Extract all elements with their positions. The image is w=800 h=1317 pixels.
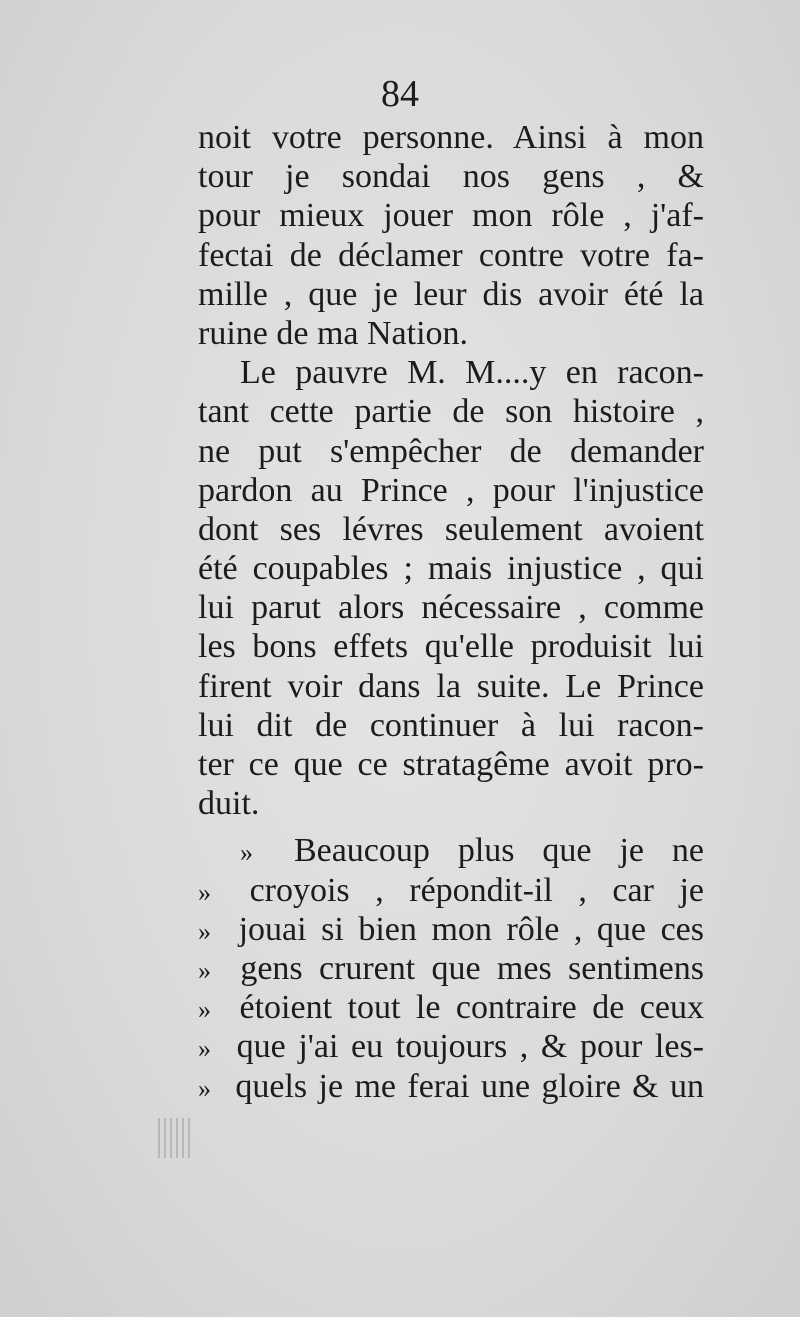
text-line: tant cette partie de son histoire ,: [198, 393, 704, 431]
quoted-line: [198, 1067, 704, 1106]
text-line: les bons effets qu'elle produisit lui: [198, 628, 704, 666]
text-line: duit.: [198, 785, 260, 823]
text-line: dont ses lévres seulement avoient: [198, 510, 704, 548]
text-line: Beaucoup plus que je ne: [293, 832, 704, 870]
quote-mark: »: [198, 1034, 211, 1064]
text-line: quels je me ferai une gloire & un: [235, 1067, 704, 1105]
text-line: ne put s'empêcher de demander: [198, 432, 704, 470]
text-line: pour mieux jouer mon rôle , j'af-: [198, 197, 704, 235]
quoted-line: [198, 1027, 704, 1066]
quoted-line: [198, 871, 704, 910]
body-text: [198, 118, 704, 1106]
text-line: ter ce que ce stratagême avoit pro-: [198, 746, 704, 783]
quote-mark: »: [240, 838, 253, 868]
paragraph-1: [198, 118, 704, 353]
text-line: croyois , répondit-il , car je: [249, 871, 704, 909]
quoted-line: [198, 910, 704, 949]
quote-mark: »: [198, 995, 211, 1025]
paragraph-2: [198, 353, 704, 823]
paragraph-3: [198, 831, 704, 1105]
text-line: noit votre personne. Ainsi à mon: [198, 119, 704, 156]
text-line: pardon au Prince , pour l'injustice: [198, 471, 704, 509]
text-line: lui dit de continuer à lui racon-: [198, 706, 704, 744]
text-line: que j'ai eu toujours , & pour les-: [236, 1028, 704, 1066]
text-line: étoient tout le contraire de ceux: [239, 989, 704, 1027]
text-line: firent voir dans la suite. Le Prince: [198, 667, 704, 705]
text-line: Le pauvre M. M....y en racon-: [240, 354, 704, 392]
text-line: fectai de déclamer contre votre fa-: [198, 236, 704, 274]
text-line: été coupables ; mais injustice , qui: [198, 550, 704, 588]
quote-mark: »: [198, 955, 211, 985]
quoted-line: [198, 988, 704, 1027]
quote-mark: »: [198, 877, 211, 907]
text-line: gens crurent que mes sentimens: [240, 949, 704, 987]
text-line: tour je sondai nos gens , &: [198, 158, 704, 196]
text-line: jouai si bien mon rôle , que ces: [238, 910, 704, 948]
page-number: 84: [381, 73, 419, 115]
text-line: lui parut alors nécessaire , comme: [198, 589, 704, 627]
quote-mark: »: [198, 1073, 211, 1103]
quoted-line: [198, 831, 704, 870]
quoted-line: [198, 949, 704, 988]
paper-speck: [158, 1118, 194, 1158]
text-line: mille , que je leur dis avoir été la: [198, 275, 704, 313]
quote-mark: »: [198, 916, 211, 946]
text-line: ruine de ma Nation.: [198, 314, 469, 352]
